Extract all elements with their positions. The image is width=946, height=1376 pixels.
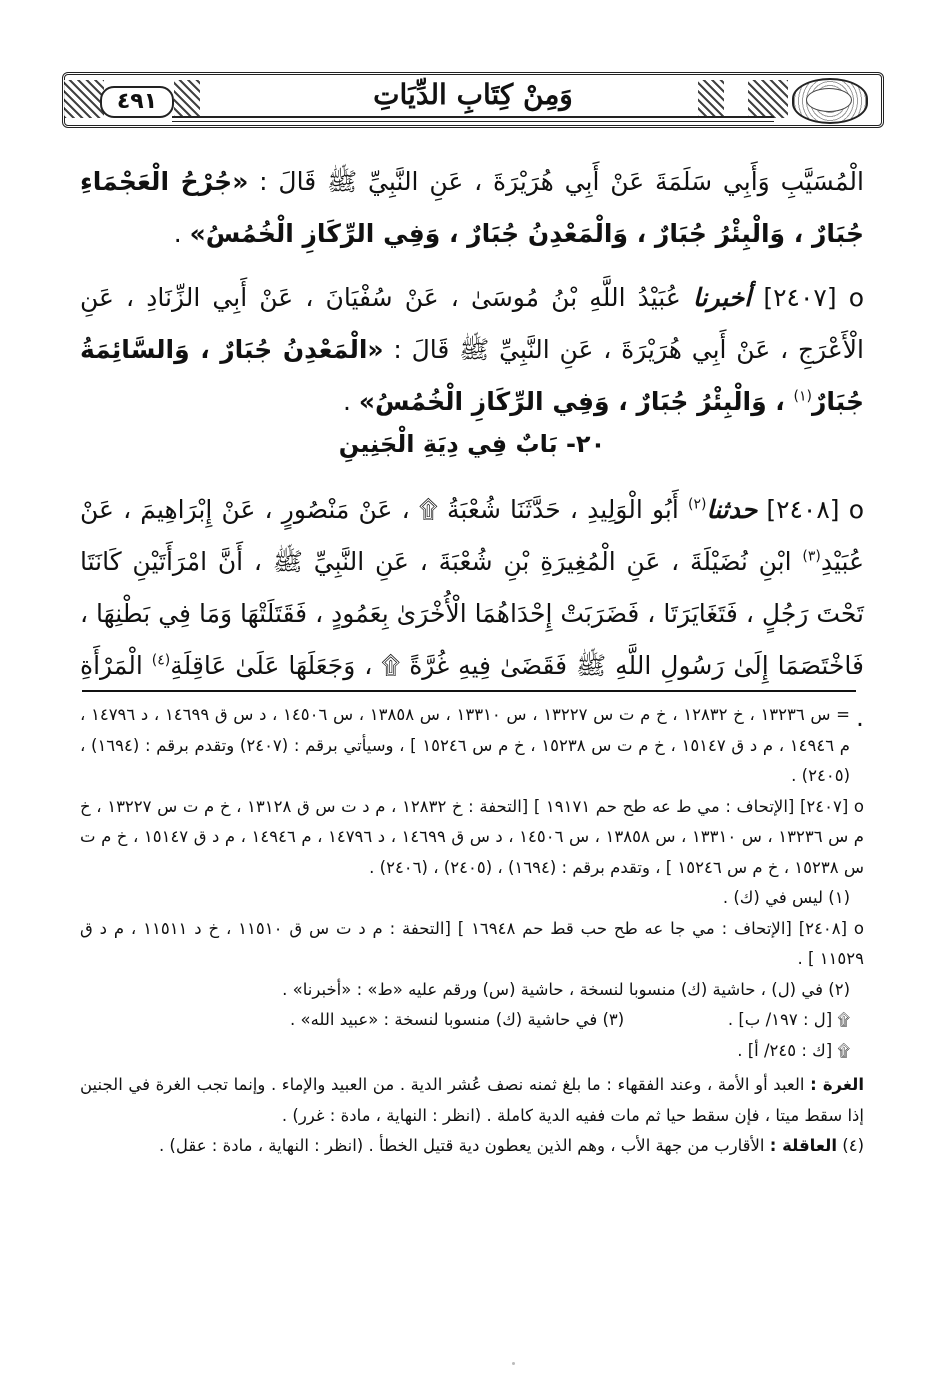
gloss-ghurra — [80, 1070, 864, 1131]
page-number: ٤٩١ — [100, 86, 174, 118]
footnote-ref-4: (٤) — [151, 652, 171, 669]
footnote-1: (١) ليس في (ك) . — [722, 888, 850, 907]
header-rule-thin — [172, 121, 774, 122]
transmission-term: حدثنا — [706, 495, 758, 524]
gloss-number: (٤) — [837, 1136, 864, 1155]
manuscript-ref-l: ۩ [ل : ١٩٧/ ب] . — [727, 1010, 850, 1029]
footnotes — [80, 700, 864, 1162]
transmission-term: أخبرنا — [692, 283, 752, 312]
hadith-number: [٢٤٠٨] — [766, 495, 840, 524]
hadith-number: [٢٤٠٧] — [763, 283, 837, 312]
ornament-inner-right — [698, 80, 724, 118]
hadith-2407 — [80, 272, 864, 428]
matn-quote: «الْمَعْدِنُ جُبَارٌ ، وَالسَّائِمَةُ جُبَارٌ — [80, 335, 864, 416]
ornament-right — [748, 80, 788, 118]
matn-end: الْمَرْأَةِ . — [80, 651, 864, 732]
chapter-heading: ٢٠- بَابٌ فِي دِيَةِ الْجَنِينِ — [338, 430, 606, 458]
footnote-2: (٢) في (ل) ، حاشية (ك) منسوبا لنسخة ، حاشية (س) ورقم عليه «ط» : «أخبرنا» . — [282, 979, 850, 999]
matn-quote: «جُرْحُ الْعَجْمَاءِ جُبَارٌ ، وَالْبِئْرُ جُبَارٌ ، وَالْمَعْدِنُ جُبَارٌ ، وَفِي الرِّكَازِ الْخُمُسُ» — [80, 167, 864, 248]
page-header — [62, 72, 884, 128]
footnote-divider — [82, 690, 856, 692]
header-rule — [172, 116, 774, 118]
manuscript-ref-k: ۩ [ك : ٢٤٥/ أ] . — [737, 1040, 850, 1060]
footnote-ref-1: (١) — [793, 388, 812, 405]
isnad-text: أَبُو الْوَلِيدِ ، حَدَّثَنَا شُعْبَةُ ۩ ، عَنْ مَنْصُورٍ ، عَنْ إِبْرَاهِيمَ ، عَنْ عُبَيْدِ — [80, 495, 864, 576]
footnote-3: (٣) في حاشية (ك) منسوبا لنسخة : «عبيد الله» . — [290, 1010, 625, 1029]
footnote-ref-3: (٣) — [802, 548, 821, 565]
publisher-seal-logo — [792, 78, 868, 124]
gloss-aqila — [80, 1131, 864, 1162]
matn-quote-cont: ، وَالْبِئْرُ جُبَارٌ ، وَفِي الرِّكَازِ الْخُمُسُ» — [358, 387, 794, 416]
gloss-term: العاقلة : — [769, 1136, 837, 1155]
isnad-text: الْمُسَيَّبِ وَأَبِي سَلَمَةَ عَنْ أَبِي هُرَيْرَةَ ، عَنِ النَّبِيِّ ﷺ قَالَ : — [248, 167, 864, 196]
footnote-ref-2: (٢) — [687, 496, 707, 513]
end-mark: . — [342, 387, 359, 416]
gloss-text: الأقارب من جهة الأب ، وهم الذين يعطون دية قتيل الخطأ . (انظر : النهاية ، مادة : عقل) . — [158, 1136, 770, 1155]
footnote-takhrij-2406: = س ١٣٢٣٦ ، خ ١٢٨٣٢ ، خ م ت س ١٣٢٢٧ ، س ١٣٣١٠ ، س ١٣٨٥٨ ، س ١٤٥٠٦ ، د س ق ١٤٦٩٩ ، د ١٤٧٩٦ ، م ١٤٩٤٦ ، م د ق ١٥١٤٧ ، خ م ت س ١٥٢٣٨ ، خ م س ١٥٢٤٦ ] ، وسيأتي برقم : (٢٤٠٧) وتقدم برقم : (١٦٩٤) ، (٢٤٠٥) . — [80, 705, 851, 785]
scan-speck — [512, 1362, 515, 1365]
footnote-takhrij-2407: ο [٢٤٠٧] [الإتحاف : مي ط عه طح حم ١٩١٧١ ] [التحفة : خ ١٢٨٣٢ ، م د ت س ق ١٣١٢٨ ، خ م ت س ١٣٢٢٧ ، خ م س ١٣٢٣٦ ، س ١٣٣١٠ ، س ١٣٨٥٨ ، س ١٤٥٠٦ ، د س ق ١٤٦٩٩ ، د ١٤٧٩٦ ، م ١٤٩٤٦ ، م د ق ١٥١٤٧ ، خ م ت س ١٥٢٣٨ ، خ م س ١٥٢٤٦ ] ، وتقدم برقم : (١٦٩٤) ، (٢٤٠٥) ، (٢٤٠٦) . — [80, 796, 864, 877]
hadith-marker: ο — [848, 495, 865, 524]
end-mark: . — [173, 219, 190, 248]
gloss-text: العبد أو الأمة ، وعند الفقهاء : ما بلغ ثمنه نصف عُشر الدية . من العبيد والإماء . وإنما تجب الغرة في الجنين إذا سقط ميتا ، فإن سقط حيا ثم مات ففيه الدية كاملة . (انظر : النهاية ، مادة : غرر) . — [80, 1075, 864, 1125]
running-title: وَمِنْ كِتَابِ الدِّيَاتِ — [373, 78, 573, 111]
hadith-marker: ο — [848, 283, 865, 312]
ornament-left — [64, 80, 104, 118]
footnote-row — [80, 1005, 864, 1036]
isnad-text: عُبَيْدُ اللَّهِ بْنُ مُوسَىٰ ، عَنْ سُفْيَانَ ، عَنْ أَبِي الزِّنَادِ ، عَنِ الْأَعْرَجِ ، عَنْ أَبِي هُرَيْرَةَ ، عَنِ النَّبِيِّ ﷺ قَالَ : — [80, 283, 864, 364]
matn-text: ابْنِ نُضَيْلَةَ ، عَنِ الْمُغِيرَةِ بْنِ شُعْبَةَ ، عَنِ النَّبِيِّ ﷺ ، أَنَّ امْرَأَتَيْنِ كَانَتَا تَحْتَ رَجُلٍ ، فَتَغَايَرَتَا ، فَضَرَبَتْ إِحْدَاهُمَا الْأُخْرَىٰ بِعَمُودٍ ، فَقَتَلَتْهَا وَمَا فِي بَطْنِهَا ، فَاخْتَصَمَا إِلَىٰ رَسُولِ اللَّهِ ﷺ فَقَضَىٰ فِيهِ غُرَّةً ۩ ، وَجَعَلَهَا عَلَىٰ عَاقِلَةِ — [80, 547, 864, 680]
footnote-takhrij-2408: ο [٢٤٠٨] [الإتحاف : مي جا عه طح حب قط حم ١٦٩٤٨ ] [التحفة : م د ت س ق ١١٥١٠ ، خ د ١١٥١١ ، م د ق ١١٥٢٩ ] . — [80, 918, 864, 968]
ornament-inner-left — [174, 80, 200, 118]
gloss-term: الغرة : — [810, 1075, 864, 1094]
hadith-continuation — [80, 156, 864, 260]
